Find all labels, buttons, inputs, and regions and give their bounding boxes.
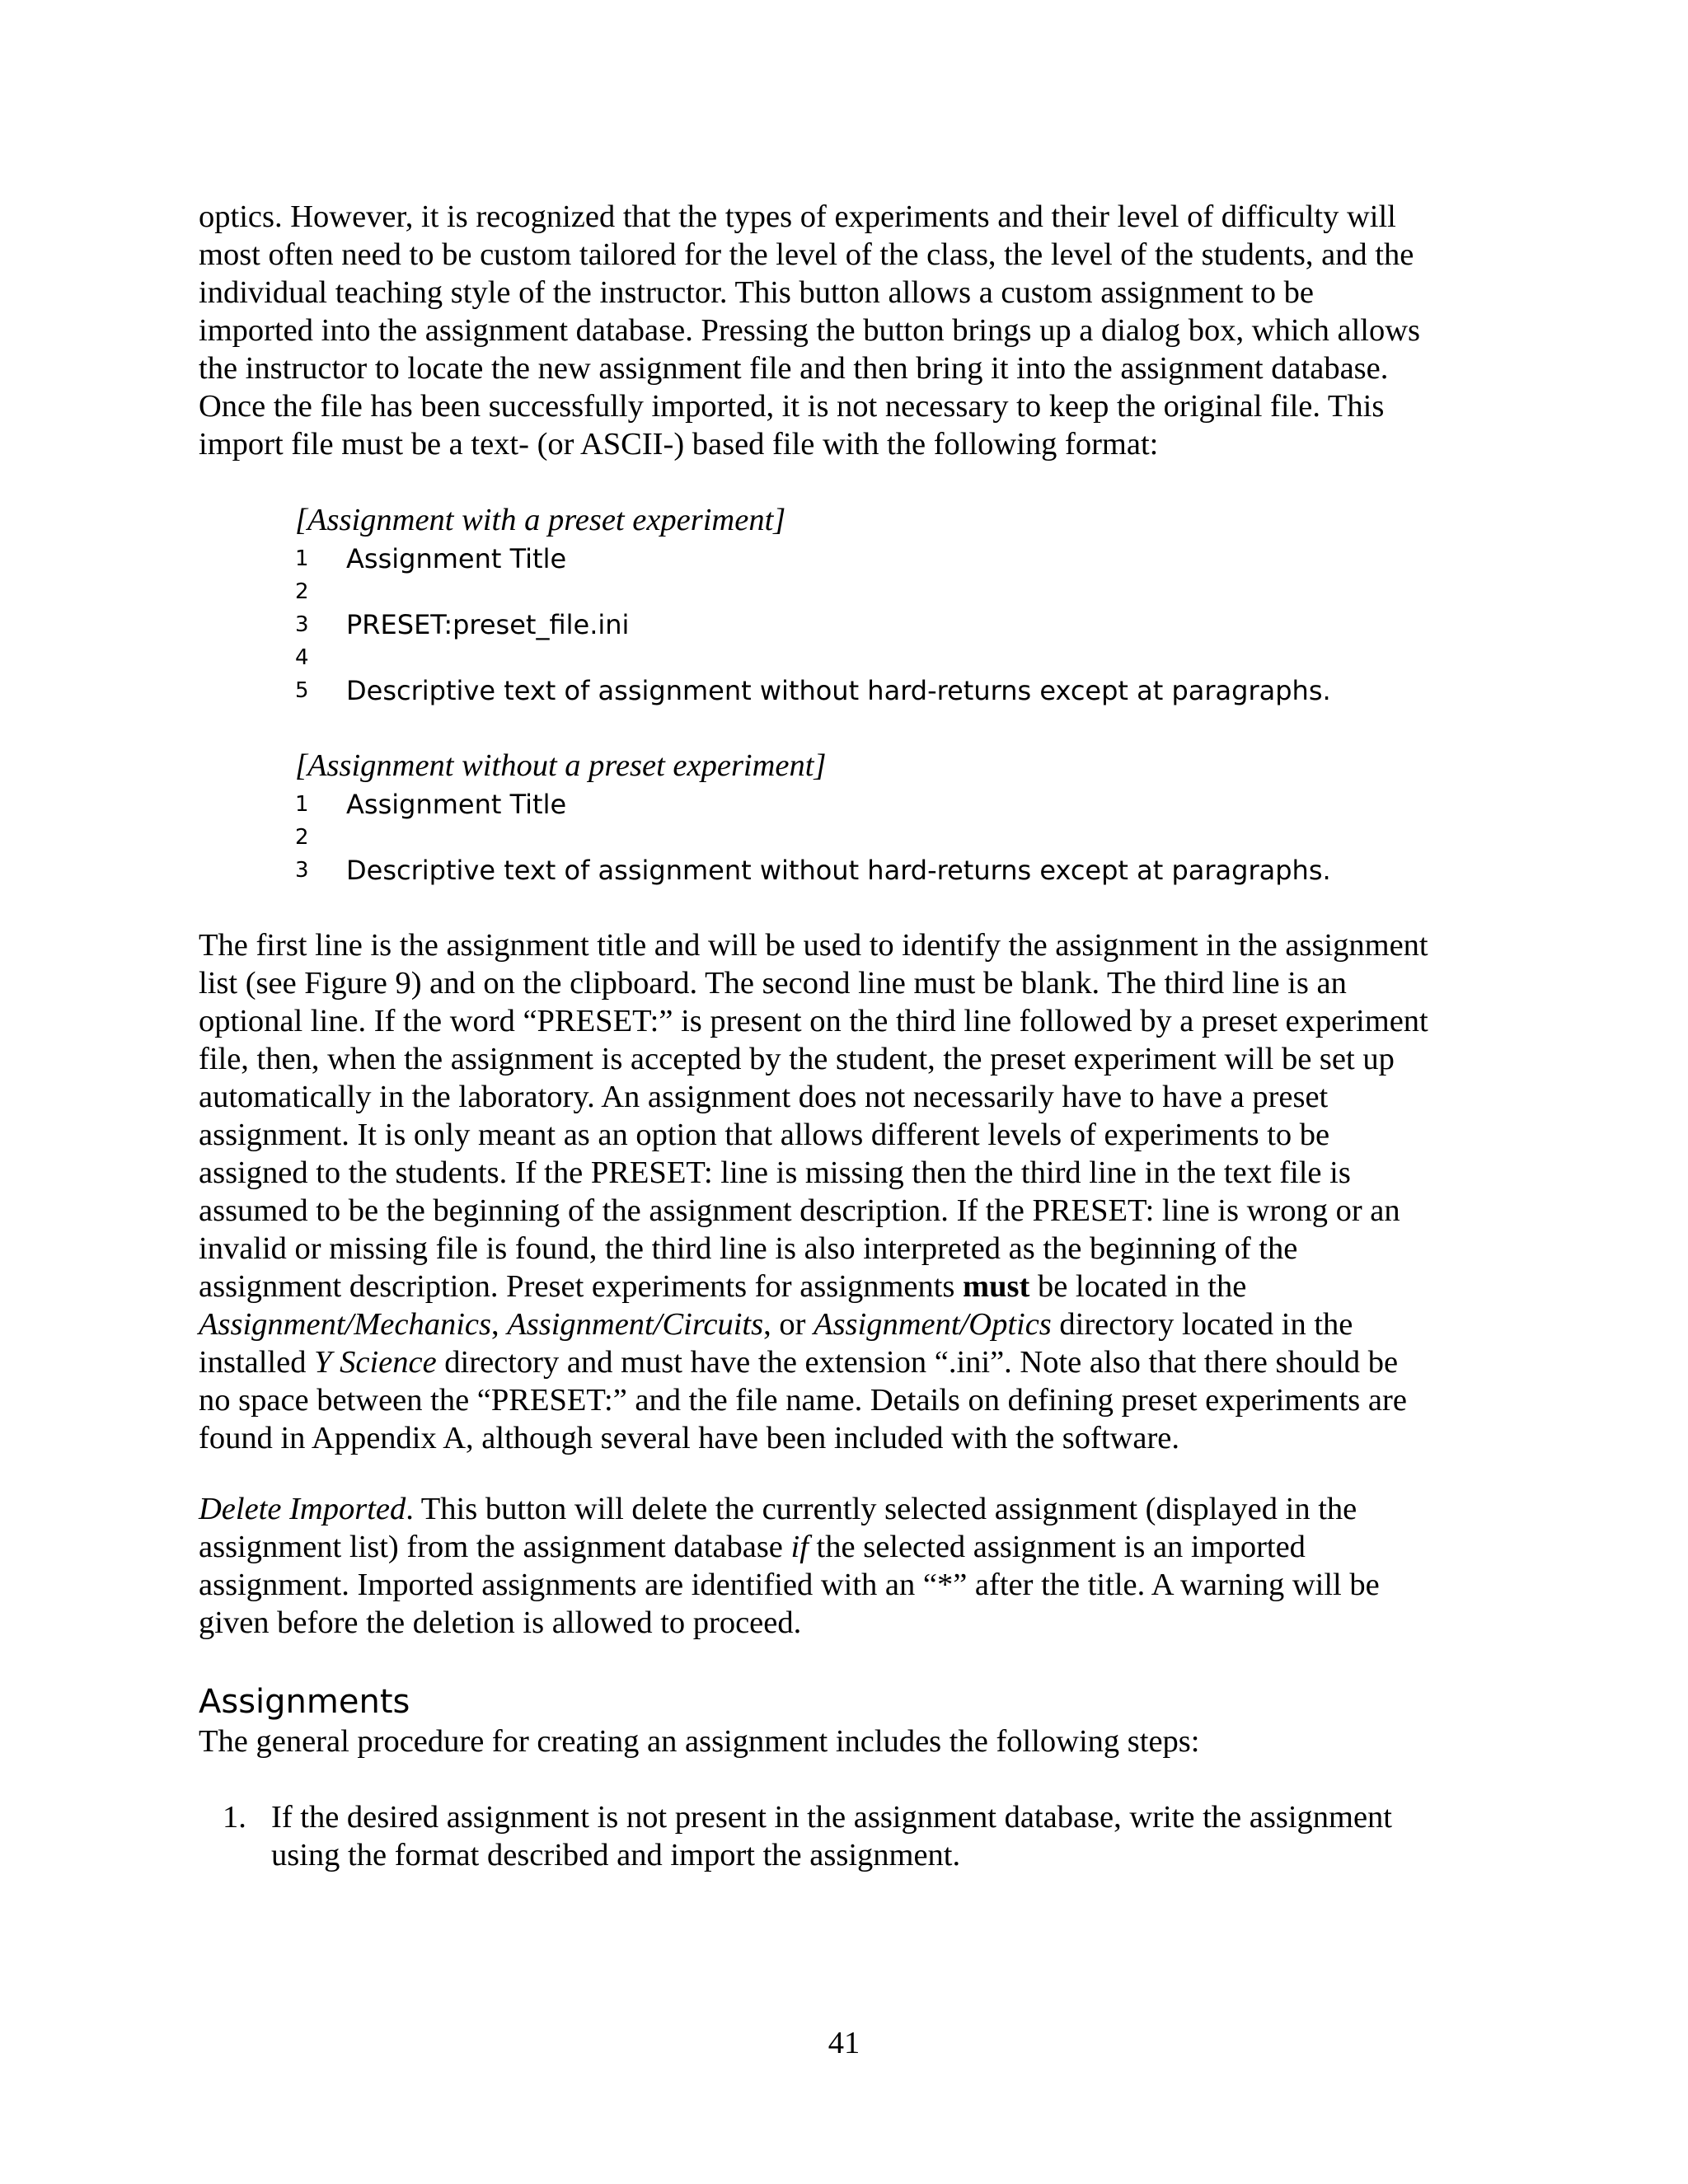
text-line: given before the deletion is allowed to proceed. — [199, 1605, 802, 1640]
directory-optics: Assignment/Optics — [814, 1307, 1052, 1342]
text-run: , or — [763, 1307, 814, 1342]
text-run: installed — [199, 1345, 315, 1380]
format-with-preset-title: [Assignment with a preset experiment] — [295, 503, 786, 537]
text-line: individual teaching style of the instructor. This button allows a custom assignment to be — [199, 275, 1315, 310]
text-line: imported into the assignment database. Pressing the button brings up a dialog box, which allows — [199, 313, 1421, 348]
delete-imported-paragraph — [199, 1490, 1493, 1642]
delete-imported-term: Delete Imported — [199, 1492, 406, 1526]
format-line-text: Assignment Title — [346, 789, 567, 820]
line-number: 3 — [295, 858, 309, 883]
line-number: 3 — [295, 612, 309, 637]
text-line: import file must be a text- (or ASCII-) based file with the following format: — [199, 427, 1159, 462]
text-run: directory and must have the extension “.ini”. Note also that there should be — [436, 1345, 1399, 1380]
intro-paragraph — [199, 198, 1493, 463]
page-number: 41 — [828, 2026, 860, 2060]
line-number: 1 — [295, 792, 309, 817]
text-line: most often need to be custom tailored for the level of the class, the level of the students, and the — [199, 237, 1414, 272]
format-line-text: Descriptive text of assignment without hard-returns except at paragraphs. — [346, 675, 1331, 706]
text-line: automatically in the laboratory. An assignment does not necessarily have to have a preset — [199, 1080, 1329, 1114]
text-run: directory located in the — [1051, 1307, 1353, 1342]
text-line: The first line is the assignment title and will be used to identify the assignment in the assignment — [199, 928, 1428, 963]
text-line: assumed to be the beginning of the assignment description. If the PRESET: line is wrong or an — [199, 1193, 1400, 1228]
line-number: 2 — [295, 825, 309, 850]
format-line-text: Descriptive text of assignment without hard-returns except at paragraphs. — [346, 855, 1331, 886]
software-name: Y Science — [314, 1345, 437, 1380]
text-line — [199, 1528, 1493, 1566]
section-heading-assignments: Assignments — [199, 1683, 410, 1721]
line-number: 4 — [295, 645, 309, 670]
text-line: The general procedure for creating an assignment includes the following steps: — [199, 1724, 1200, 1759]
text-line — [199, 1305, 1493, 1343]
directory-mechanics: Assignment/Mechanics — [199, 1307, 491, 1342]
text-line: using the format described and import the assignment. — [271, 1838, 961, 1872]
text-line: optional line. If the word “PRESET:” is present on the third line followed by a preset experiment — [199, 1004, 1428, 1038]
text-line: optics. However, it is recognized that the types of experiments and their level of difficulty will — [199, 199, 1396, 234]
emphasis-must: must — [963, 1269, 1030, 1304]
emphasis-if: if — [790, 1530, 809, 1564]
text-line: Once the file has been successfully imported, it is not necessary to keep the original file. This — [199, 389, 1385, 424]
text-line: If the desired assignment is not present in the assignment database, write the assignment — [271, 1800, 1393, 1835]
text-line: assigned to the students. If the PRESET: line is missing then the third line in the text file is — [199, 1155, 1351, 1190]
text-run: , — [490, 1307, 508, 1342]
text-line: found in Appendix A, although several have been included with the software. — [199, 1421, 1179, 1455]
line-number: 5 — [295, 678, 309, 703]
text-line: the instructor to locate the new assignment file and then bring it into the assignment database. — [199, 351, 1389, 386]
list-item-text — [271, 1798, 1392, 1874]
assignments-intro — [199, 1722, 1493, 1760]
format-line-text: PRESET:preset_file.ini — [346, 609, 630, 640]
text-line: list (see Figure 9) and on the clipboard. The second line must be blank. The third line is an — [199, 966, 1347, 1001]
format-without-preset-title: [Assignment without a preset experiment] — [295, 748, 827, 783]
text-run: the selected assignment is an imported — [808, 1530, 1306, 1564]
explanation-paragraph — [199, 926, 1493, 1457]
text-line: assignment. It is only meant as an option that allows different levels of experiments to be — [199, 1118, 1330, 1152]
list-item-number: 1. — [223, 1800, 246, 1835]
directory-circuits: Assignment/Circuits — [507, 1307, 764, 1342]
text-run: be located in the — [1029, 1269, 1247, 1304]
text-run: assignment description. Preset experiments for assignments — [199, 1269, 964, 1304]
text-run: assignment list) from the assignment database — [199, 1530, 791, 1564]
text-line — [199, 1268, 1493, 1305]
text-run: . This button will delete the currently selected assignment (displayed in the — [406, 1492, 1357, 1526]
line-number: 2 — [295, 579, 309, 604]
format-line-text: Assignment Title — [346, 543, 567, 574]
text-line: file, then, when the assignment is accepted by the student, the preset experiment will be set up — [199, 1042, 1395, 1076]
text-line: assignment. Imported assignments are identified with an “*” after the title. A warning will be — [199, 1568, 1380, 1602]
line-number: 1 — [295, 546, 309, 571]
text-line — [199, 1490, 1493, 1528]
text-line: invalid or missing file is found, the third line is also interpreted as the beginning of the — [199, 1231, 1298, 1266]
text-line: no space between the “PRESET:” and the file name. Details on defining preset experiments are — [199, 1383, 1407, 1418]
text-line — [199, 1343, 1493, 1381]
